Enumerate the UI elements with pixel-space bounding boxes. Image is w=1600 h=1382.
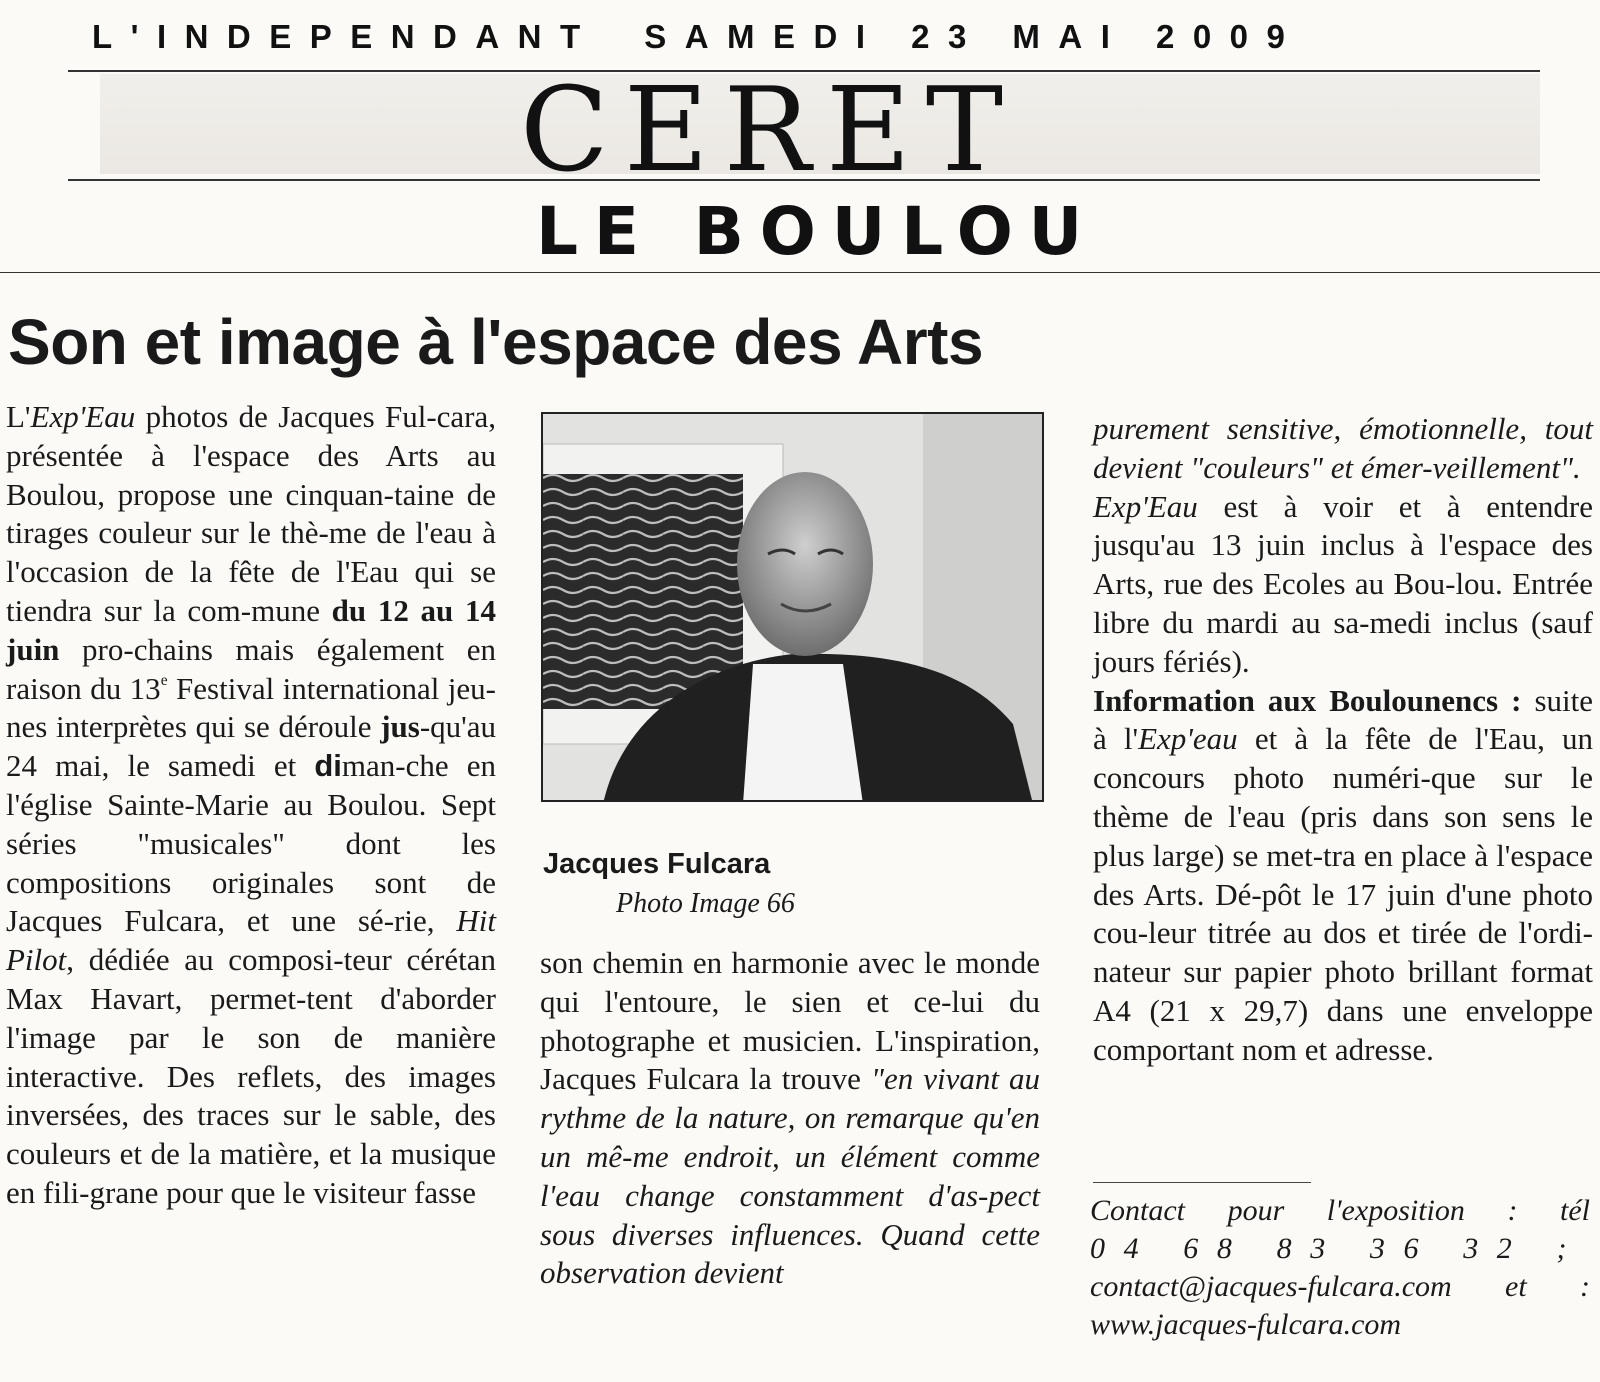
paragraph	[1093, 682, 1593, 1070]
contact-website: www.jacques-fulcara.com	[1090, 1308, 1402, 1341]
text: photos de Jacques Ful-cara, présentée à l'espace des Arts au Boulou, propose une cinquan-taine de tirages couleur sur le thè-me de l'eau à l'occasion de la fête de l'Eau qui se tiendra sur la com-mune	[6, 399, 496, 628]
section-title: CERET	[520, 63, 1019, 198]
exhibition-name: Exp'Eau	[1093, 488, 1198, 524]
text: et à la fête de l'Eau, un concours photo numéri-que sur le thème de l'eau (pris dans son sens le plus large) se met-tra en place à l'espace des Arts. Dé-pôt le 17 juin d'une photo cou-leur titrée au dos et tirée de l'ordi-nateur sur papier photo brillant format A4 (21 x 29,7) dans une enveloppe comportant nom et adresse.	[1093, 721, 1593, 1067]
exhibition-name: Exp'Eau	[30, 399, 136, 434]
newspaper-name: L'INDEPENDANT	[92, 18, 599, 55]
issue-date: SAMEDI 23 MAI 2009	[644, 18, 1304, 55]
festival-dates: du 12 au 14 juin	[6, 592, 496, 667]
article-column-2	[540, 944, 1040, 1293]
exhibition-name: Exp'eau	[1138, 721, 1238, 757]
contact-label: Contact pour l'exposition : tél	[1090, 1194, 1590, 1227]
bold-fragment: di	[314, 748, 342, 784]
ordinal-suffix: e	[160, 671, 168, 689]
contact-email: contact@jacques-fulcara.com et :	[1090, 1270, 1590, 1303]
text: man-che en l'église Sainte-Marie au Boulou. Sept séries "musicales" dont les compositions originales sont de Jacques Fulcara, et une sé-rie,	[6, 748, 496, 939]
artist-quote: "en vivant au rythme de la nature, on remarque qu'en un mê-me endroit, un élément comme l'eau change constamment d'as-pect sous diverses influences. Quand cette observation devient	[540, 1061, 1040, 1291]
article-column-1	[6, 398, 496, 1213]
subsection-rule	[0, 272, 1600, 273]
text: Festival international jeu-nes interprètes qui se déroule	[6, 670, 496, 745]
series-name: Hit Pilot	[6, 903, 496, 978]
text: , dédiée au composi-teur cérétan Max Havart, permet-tent d'aborder l'image par le son de manière interactive. Des reflets, des images inversées, des traces sur le sable, des couleurs et de la matière, et la musique en fili-grane pour que le visiteur fasse	[6, 942, 496, 1210]
info-heading: Information aux Boulounencs :	[1093, 682, 1522, 718]
contact-block	[1090, 1192, 1590, 1344]
text: -qu'au 24 mai, le samedi et	[6, 709, 496, 784]
paragraph	[1093, 488, 1593, 682]
paragraph	[1093, 410, 1593, 488]
contact-phone: 04 68 83 36 32 ;	[1090, 1232, 1586, 1265]
text: suite à l'	[1093, 682, 1593, 757]
text: est à voir et à entendre jusqu'au 13 juin inclus à l'espace des Arts, rue des Ecoles au Bou-lou. Entrée libre du mardi au sa-medi inclus (sauf jours fériés).	[1093, 488, 1593, 679]
portrait-photo	[541, 412, 1044, 802]
masthead	[92, 18, 1512, 56]
article-headline: Son et image à l'espace des Arts	[8, 306, 984, 378]
paragraph	[6, 398, 496, 1213]
paragraph	[540, 944, 1040, 1293]
text: son chemin en harmonie avec le monde qui l'entoure, le sien et ce-lui du photographe et musicien. L'inspiration, Jacques Fulcara la trouve	[540, 945, 1040, 1097]
section-rule	[68, 179, 1540, 181]
artist-quote-end: purement sensitive, émotionnelle, tout devient "couleurs" et émer-veillement".	[1093, 411, 1593, 485]
text: pro-chains mais également en raison du 13	[6, 631, 496, 706]
contact-separator	[1093, 1182, 1311, 1183]
bold-fragment: jus	[380, 709, 420, 745]
article-column-3	[1093, 410, 1593, 1070]
text: L'	[6, 399, 31, 434]
photo-credit: Photo Image 66	[616, 888, 795, 919]
photo-caption-name: Jacques Fulcara	[543, 848, 771, 880]
subsection-title: LE BOULOU	[536, 193, 1099, 270]
portrait-illustration	[543, 414, 1044, 802]
